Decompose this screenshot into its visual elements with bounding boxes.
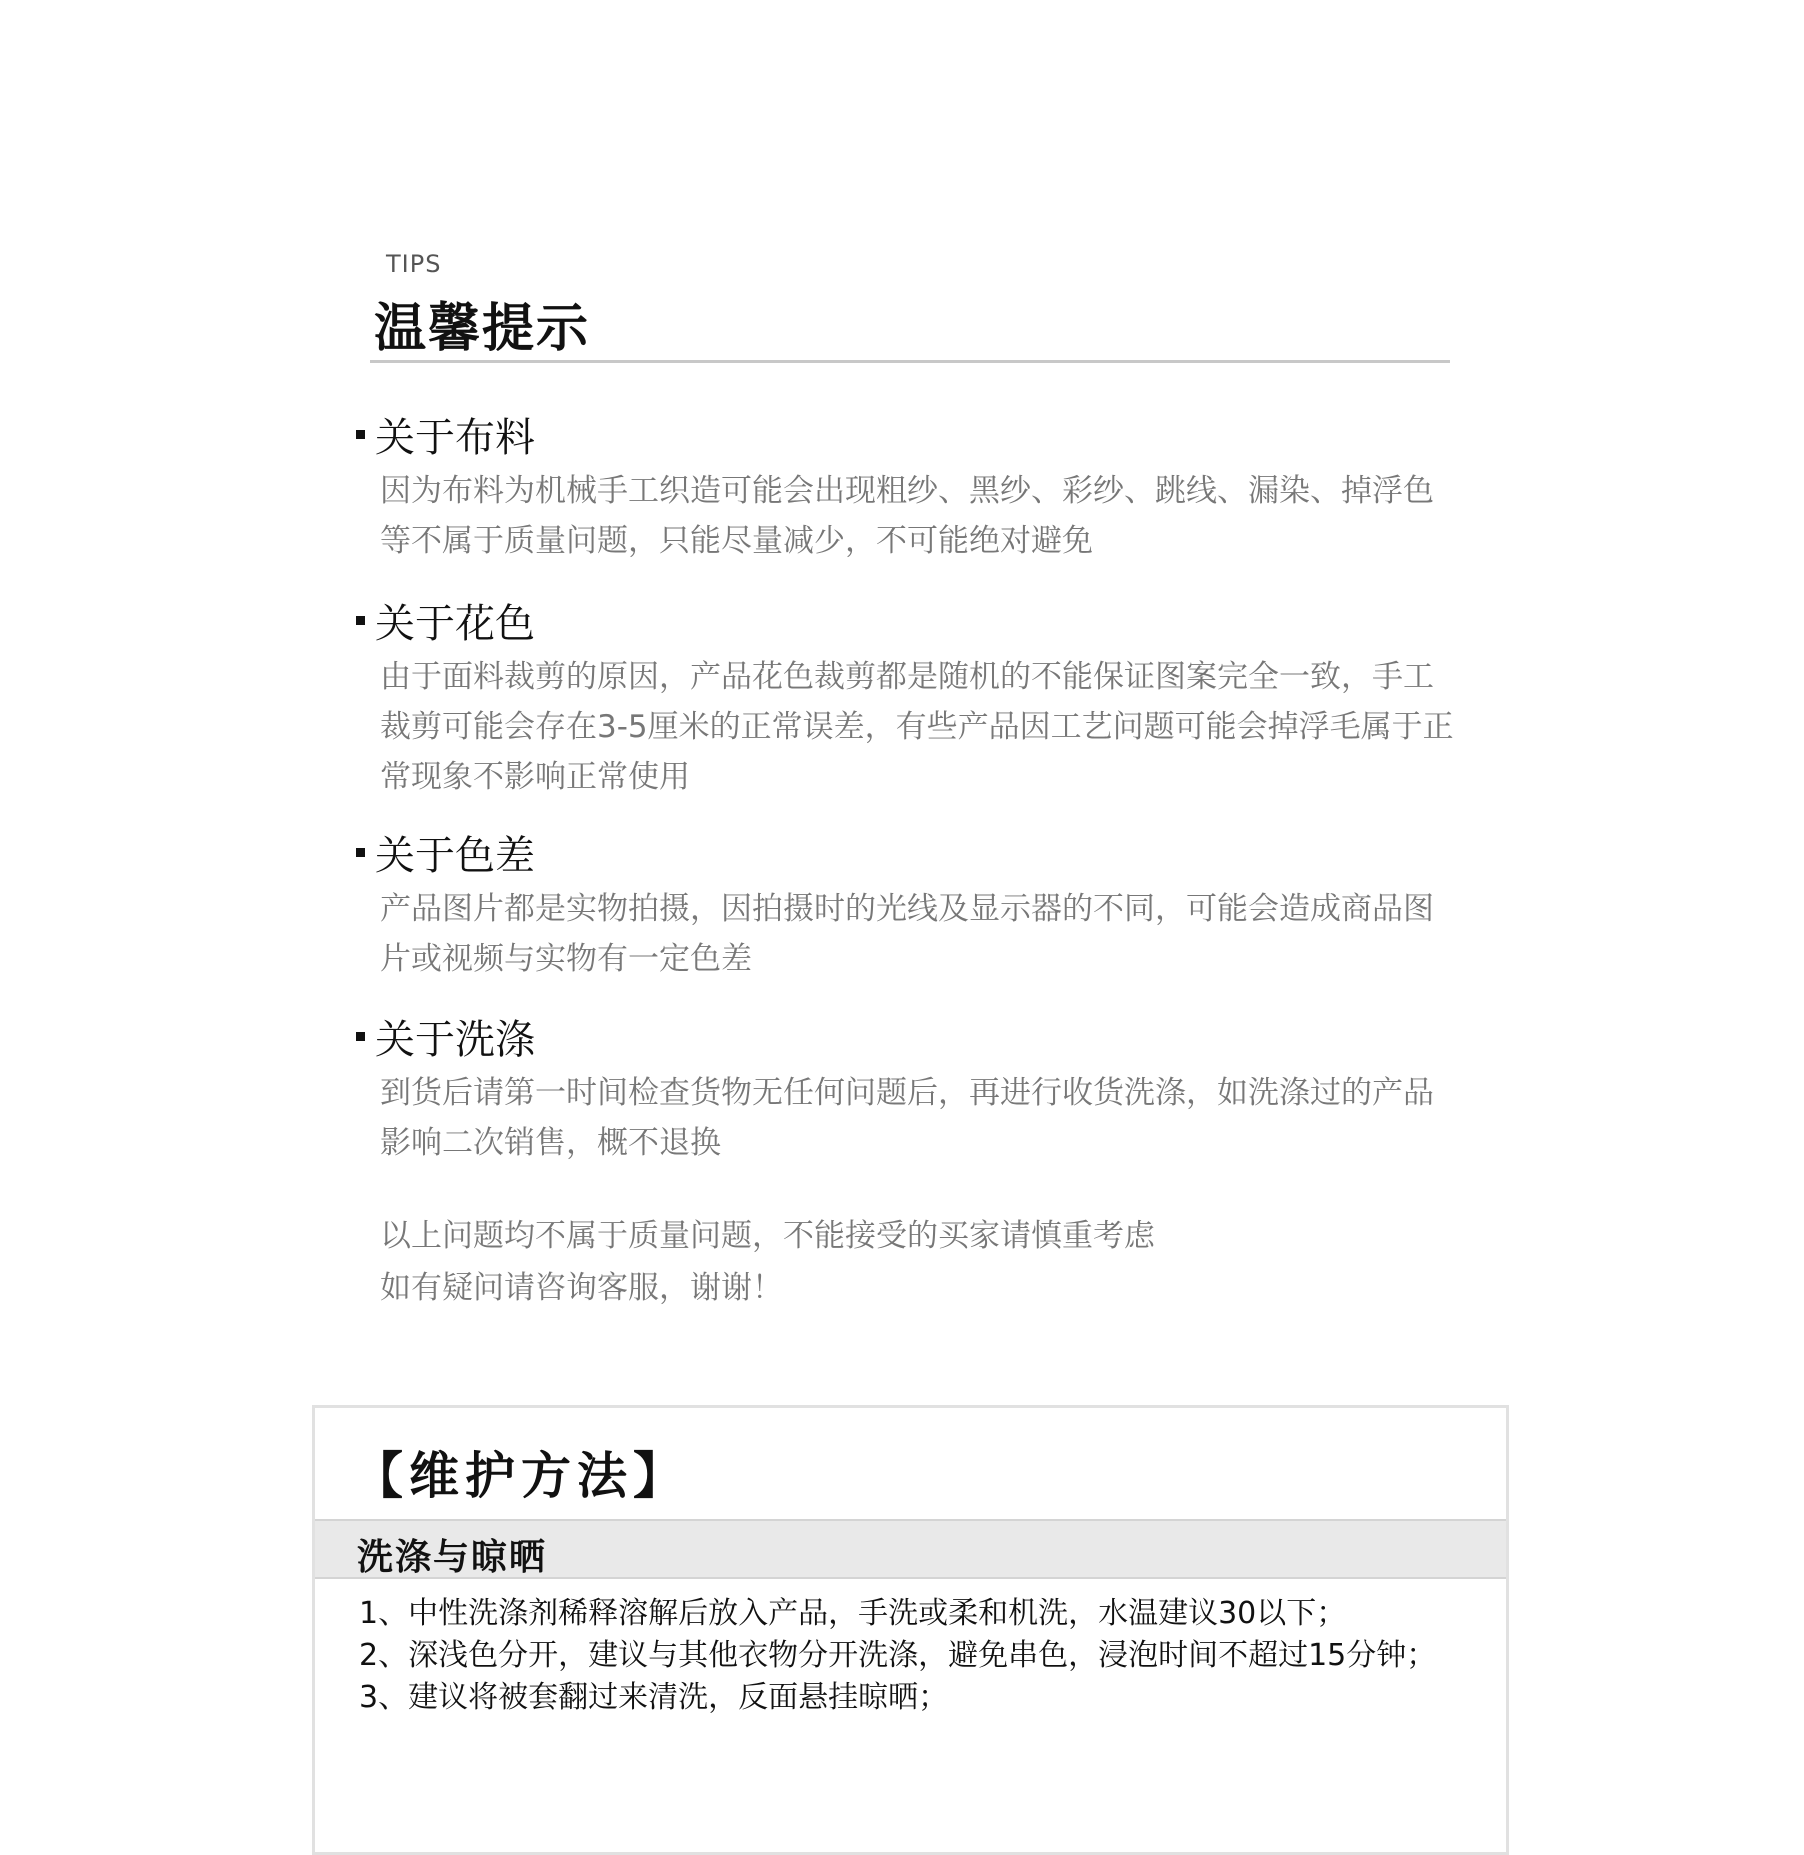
section-fabric [356,408,1486,566]
page-title: 温馨提示 [374,299,591,359]
section-body [380,1068,1486,1168]
section-heading [356,408,1486,460]
list-item: 1、中性洗涤剂稀释溶解后放入产品，手洗或柔和机洗，水温建议30以下； [359,1596,1347,1631]
square-bullet-icon [356,1032,365,1041]
square-bullet-icon [356,848,365,857]
list-item: 2、深浅色分开，建议与其他衣物分开洗涤，避免串色，浸泡时间不超过15分钟； [359,1638,1437,1673]
square-bullet-icon [356,616,365,625]
section-pattern [356,594,1486,802]
section-heading-text: 关于洗涤 [375,1016,535,1063]
section-color-difference [356,826,1486,984]
square-bullet-icon [356,430,365,439]
section-heading-text: 关于布料 [375,414,535,461]
tips-label: TIPS [386,250,442,278]
section-heading-text: 关于花色 [375,600,535,647]
care-list [359,1593,1436,1719]
care-box [312,1405,1509,1855]
section-body [380,652,1486,802]
section-line: 常现象不影响正常使用 [380,759,690,795]
title-divider [370,360,1450,363]
section-body [380,466,1486,566]
list-item: 3、建议将被套翻过来清洗，反面悬挂晾晒； [359,1680,949,1715]
section-heading [356,826,1486,878]
section-line: 片或视频与实物有一定色差 [380,941,752,977]
section-line: 裁剪可能会存在3-5厘米的正常误差，有些产品因工艺问题可能会掉浮毛属于正 [380,709,1454,745]
section-heading [356,594,1486,646]
section-line: 因为布料为机械手工织造可能会出现粗纱、黑纱、彩纱、跳线、漏染、掉浮色 [380,473,1434,509]
section-line: 产品图片都是实物拍摄，因拍摄时的光线及显示器的不同，可能会造成商品图 [380,891,1434,927]
section-heading [356,1010,1486,1062]
section-line: 由于面料裁剪的原因，产品花色裁剪都是随机的不能保证图案完全一致，手工 [380,659,1434,695]
closing-line: 以上问题均不属于质量问题，不能接受的买家请慎重考虑 [380,1218,1155,1254]
section-washing [356,1010,1486,1168]
section-body [380,884,1486,984]
closing-note [380,1210,1155,1314]
care-subhead-bar [315,1519,1506,1579]
section-heading-text: 关于色差 [375,832,535,879]
care-subhead-text: 洗涤与晾晒 [357,1537,548,1578]
closing-line: 如有疑问请咨询客服，谢谢！ [380,1270,783,1306]
care-title: 【维护方法】 [353,1447,689,1505]
section-line: 影响二次销售，概不退换 [380,1125,721,1161]
section-line: 等不属于质量问题，只能尽量减少，不可能绝对避免 [380,523,1093,559]
section-line: 到货后请第一时间检查货物无任何问题后，再进行收货洗涤，如洗涤过的产品 [380,1075,1434,1111]
